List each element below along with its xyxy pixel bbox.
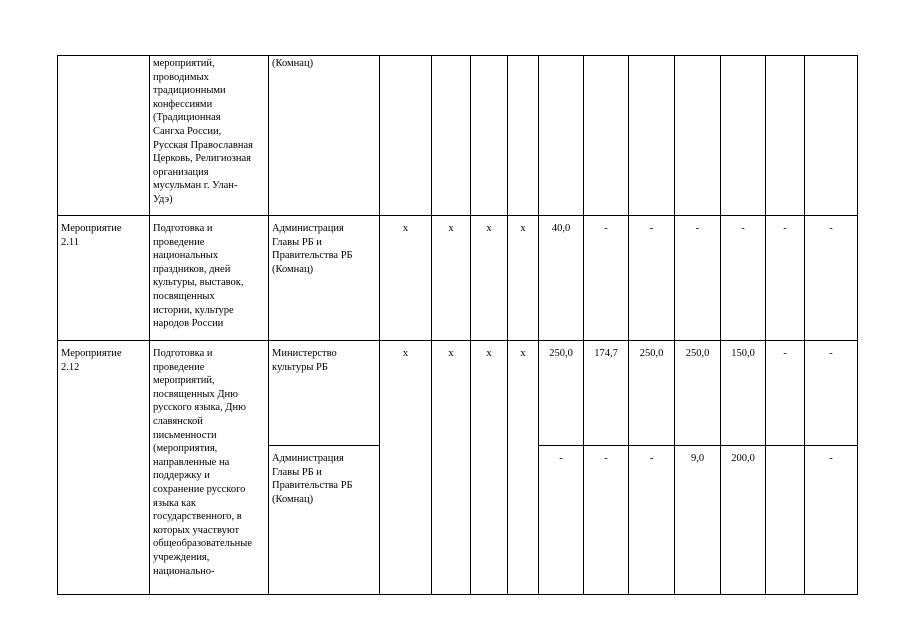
table-row xyxy=(58,56,858,216)
value-cell: х xyxy=(432,341,471,595)
value-cell xyxy=(721,56,766,216)
value-cell: - xyxy=(629,216,675,341)
value-cell: 200,0 xyxy=(721,446,766,595)
value-cell xyxy=(766,56,805,216)
value-cell: - xyxy=(805,216,858,341)
document-page xyxy=(57,55,857,595)
value-cell xyxy=(675,56,721,216)
event-id-cell: Мероприятие 2.12 xyxy=(58,341,150,595)
event-id-cell: Мероприятие 2.11 xyxy=(58,216,150,341)
value-cell: х xyxy=(508,216,539,341)
value-cell: 174,7 xyxy=(584,341,629,446)
value-cell: - xyxy=(539,446,584,595)
value-cell: х xyxy=(380,341,432,595)
value-cell: 250,0 xyxy=(539,341,584,446)
executor-cell: (Комнац) xyxy=(269,56,380,216)
value-cell: х xyxy=(471,216,508,341)
value-cell: - xyxy=(629,446,675,595)
executor-cell: Администрация Главы РБ и Правительства РБ (Комнац) xyxy=(269,216,380,341)
event-name-cell: мероприятий, проводимых традиционными конфессиями (Традиционная Сангха России, Русская Православная Церковь, Религиозная организация мусульман г. Улан- Удэ) xyxy=(150,56,269,216)
executor-cell: Министерство культуры РБ xyxy=(269,341,380,446)
value-cell: 250,0 xyxy=(675,341,721,446)
value-cell xyxy=(508,56,539,216)
value-cell xyxy=(584,56,629,216)
value-cell: - xyxy=(584,446,629,595)
value-cell xyxy=(805,56,858,216)
event-name-cell: Подготовка и проведение мероприятий, посвященных Дню русского языка, Дню славянской письменности (мероприятия, направленные на поддержку и сохранение русского языка как государственного, в которых участвуют общеобразовательные учреждения, национально- xyxy=(150,341,269,595)
value-cell: 40,0 xyxy=(539,216,584,341)
value-cell: - xyxy=(766,216,805,341)
value-cell xyxy=(539,56,584,216)
value-cell: х xyxy=(432,216,471,341)
event-id-cell xyxy=(58,56,150,216)
value-cell xyxy=(432,56,471,216)
value-cell: 250,0 xyxy=(629,341,675,446)
value-cell: х xyxy=(508,341,539,595)
executor-cell: Администрация Главы РБ и Правительства РБ (Комнац) xyxy=(269,446,380,595)
value-cell: - xyxy=(805,446,858,595)
value-cell: х xyxy=(471,341,508,595)
value-cell xyxy=(471,56,508,216)
value-cell: - xyxy=(766,341,805,446)
value-cell: 9,0 xyxy=(675,446,721,595)
value-cell xyxy=(629,56,675,216)
value-cell: х xyxy=(380,216,432,341)
value-cell: 150,0 xyxy=(721,341,766,446)
value-cell: - xyxy=(805,341,858,446)
value-cell: - xyxy=(584,216,629,341)
program-table xyxy=(57,55,858,595)
value-cell: - xyxy=(721,216,766,341)
table-row xyxy=(58,341,858,446)
value-cell: - xyxy=(675,216,721,341)
value-cell xyxy=(380,56,432,216)
value-cell xyxy=(766,446,805,595)
event-name-cell: Подготовка и проведение национальных праздников, дней культуры, выставок, посвященных истории, культуре народов России xyxy=(150,216,269,341)
table-row xyxy=(58,216,858,341)
